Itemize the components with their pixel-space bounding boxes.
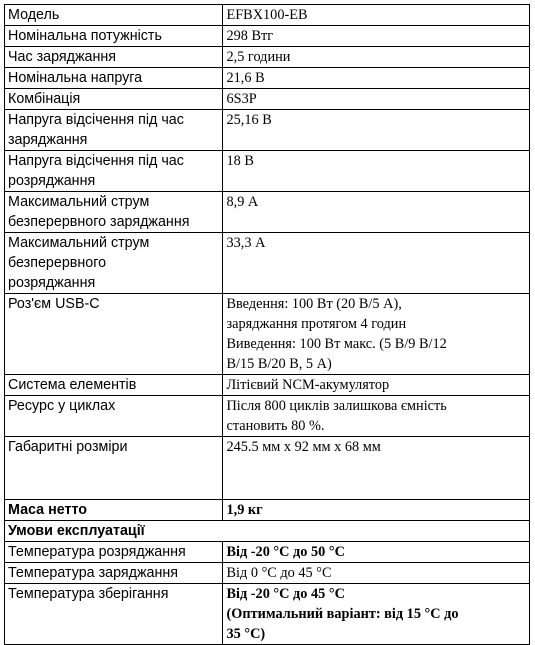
table-row — [5, 233, 530, 294]
row-label-line: Напруга відсічення під час — [8, 112, 184, 128]
section-header-row — [5, 521, 530, 542]
row-label-line: розряджання — [8, 275, 96, 291]
row-label-line: Напруга відсічення під час — [8, 153, 184, 169]
table-row — [5, 542, 530, 563]
table-row — [5, 110, 530, 151]
row-value: 21,6 В — [223, 68, 530, 89]
row-value-line: становить 80 %. — [226, 418, 325, 434]
row-label: Температура розряджання — [5, 542, 223, 563]
row-value: 18 В — [223, 151, 530, 192]
row-value-line: Від -20 °C до 45 °C — [226, 586, 345, 602]
row-value-line: заряджання протягом 4 годин — [226, 316, 407, 332]
row-label: Час заряджання — [5, 47, 223, 68]
row-label — [5, 233, 223, 294]
table-row — [5, 437, 530, 500]
row-value-line: (Оптимальний варіант: від 15 °C до — [226, 606, 459, 622]
row-value: 2,5 години — [223, 47, 530, 68]
row-label-line: розряджання — [8, 173, 96, 189]
row-label: Система елементів — [5, 375, 223, 396]
row-value: 245.5 мм x 92 мм x 68 мм — [223, 437, 530, 500]
row-label: Комбінація — [5, 89, 223, 110]
row-label — [5, 151, 223, 192]
spec-table — [4, 4, 530, 645]
row-label-line: Максимальний струм — [8, 194, 150, 210]
table-row — [5, 68, 530, 89]
row-label: Температура зберігання — [5, 584, 223, 645]
section-header: Умови експлуатації — [5, 521, 530, 542]
row-value: Від -20 °C до 50 °C — [223, 542, 530, 563]
row-value — [223, 584, 530, 645]
table-row — [5, 192, 530, 233]
row-label: Номінальна потужність — [5, 26, 223, 47]
row-label: Ресурс у циклах — [5, 396, 223, 437]
row-value-line: 35 °C) — [226, 626, 266, 642]
table-row — [5, 375, 530, 396]
row-value: Від 0 °C до 45 °C — [223, 563, 530, 584]
row-label — [5, 192, 223, 233]
row-label — [5, 437, 223, 500]
row-label: Модель — [5, 5, 223, 26]
row-value: 33,3 А — [223, 233, 530, 294]
row-value: 6S3P — [223, 89, 530, 110]
table-row — [5, 396, 530, 437]
row-label-line: Максимальний струм — [8, 235, 150, 251]
row-value: 8,9 А — [223, 192, 530, 233]
row-label — [5, 110, 223, 151]
row-value-line: Після 800 циклів залишкова ємність — [226, 398, 447, 414]
row-value-line: Введення: 100 Вт (20 В/5 А), — [226, 296, 402, 312]
row-label-line: безперервного — [8, 255, 107, 271]
table-row — [5, 89, 530, 110]
row-value: 25,16 В — [223, 110, 530, 151]
row-value-line: Виведення: 100 Вт макс. (5 В/9 В/12 — [226, 336, 447, 352]
row-label-line: безперервного заряджання — [8, 214, 190, 230]
row-value-line: В/15 В/20 В, 5 А) — [226, 356, 332, 372]
row-label: Маса нетто — [5, 500, 223, 521]
row-label: Температура заряджання — [5, 563, 223, 584]
row-value — [223, 294, 530, 375]
table-row — [5, 151, 530, 192]
table-row — [5, 47, 530, 68]
table-row — [5, 294, 530, 375]
row-label: Роз'єм USB-C — [5, 294, 223, 375]
row-value — [223, 396, 530, 437]
row-label-line: Габаритні розміри — [8, 439, 128, 455]
row-value: Літієвий NCM-акумулятор — [223, 375, 530, 396]
table-row — [5, 584, 530, 645]
table-row — [5, 563, 530, 584]
row-label-line: заряджання — [8, 132, 88, 148]
table-row — [5, 5, 530, 26]
table-row — [5, 26, 530, 47]
row-value: 1,9 кг — [223, 500, 530, 521]
row-value: 298 Втг — [223, 26, 530, 47]
row-value: EFBX100-EB — [223, 5, 530, 26]
row-label: Номінальна напруга — [5, 68, 223, 89]
table-row — [5, 500, 530, 521]
